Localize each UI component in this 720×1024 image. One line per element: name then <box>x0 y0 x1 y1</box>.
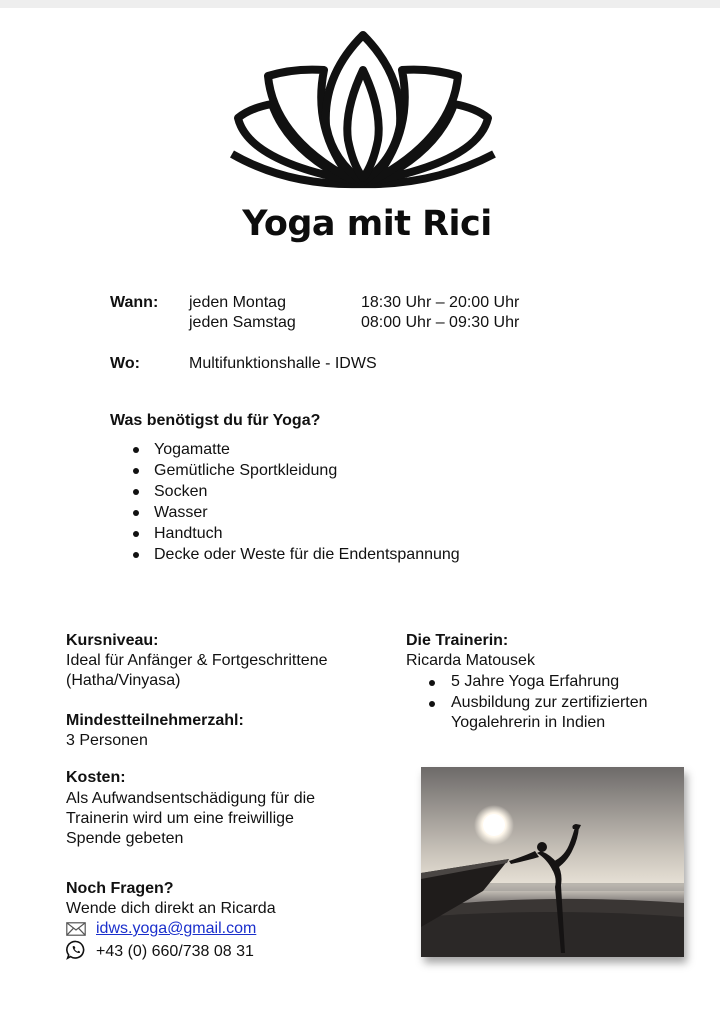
trainer-name: Ricarda Matousek <box>406 652 535 669</box>
list-item: Gemütliche Sportkleidung <box>110 460 460 481</box>
when-day-1: jeden Montag <box>189 294 286 311</box>
when-label: Wann: <box>110 294 159 311</box>
costs-line-1: Als Aufwandsentschädigung für die <box>66 790 316 807</box>
questions-heading: Noch Fragen? <box>66 880 174 897</box>
lotus-logo-icon <box>228 30 498 195</box>
list-item: Wasser <box>110 502 460 523</box>
when-time-2: 08:00 Uhr – 09:30 Uhr <box>361 314 520 331</box>
costs-line-2: Trainerin wird um eine freiwillige <box>66 810 294 827</box>
min-participants-heading: Mindestteilnehmerzahl: <box>66 712 244 729</box>
page-title: Yoga mit Rici <box>242 204 492 244</box>
list-item: Ausbildung zur zertifizierten <box>406 693 648 714</box>
phone-number: +43 (0) 660/738 08 31 <box>96 943 254 960</box>
trainer-heading: Die Trainerin: <box>406 632 509 649</box>
questions-text: Wende dich direkt an Ricarda <box>66 900 276 917</box>
list-item: Handtuch <box>110 523 460 544</box>
when-time-1: 18:30 Uhr – 20:00 Uhr <box>361 294 520 311</box>
page-top-band <box>0 0 720 8</box>
min-participants-value: 3 Personen <box>66 732 148 749</box>
level-line-2: (Hatha/Vinyasa) <box>66 672 181 689</box>
costs-heading: Kosten: <box>66 769 126 786</box>
yoga-beach-photo <box>421 767 684 957</box>
email-link[interactable]: idws.yoga@gmail.com <box>96 920 257 937</box>
trainer-list <box>406 672 648 713</box>
list-item: Decke oder Weste für die Endentspannung <box>110 544 460 565</box>
envelope-icon <box>66 922 86 936</box>
where-value: Multifunktionshalle - IDWS <box>189 355 377 372</box>
costs-line-3: Spende gebeten <box>66 830 184 847</box>
list-item: Yogamatte <box>110 439 460 460</box>
level-line-1: Ideal für Anfänger & Fortgeschrittene <box>66 652 328 669</box>
list-item: 5 Jahre Yoga Erfahrung <box>406 672 648 693</box>
where-label: Wo: <box>110 355 140 372</box>
level-heading: Kursniveau: <box>66 632 159 649</box>
trainer-item-2-continued: Yogalehrerin in Indien <box>451 714 606 731</box>
needs-list <box>110 439 460 565</box>
whatsapp-icon <box>66 940 86 960</box>
when-day-2: jeden Samstag <box>189 314 296 331</box>
needs-heading: Was benötigst du für Yoga? <box>110 412 321 429</box>
list-item: Socken <box>110 481 460 502</box>
